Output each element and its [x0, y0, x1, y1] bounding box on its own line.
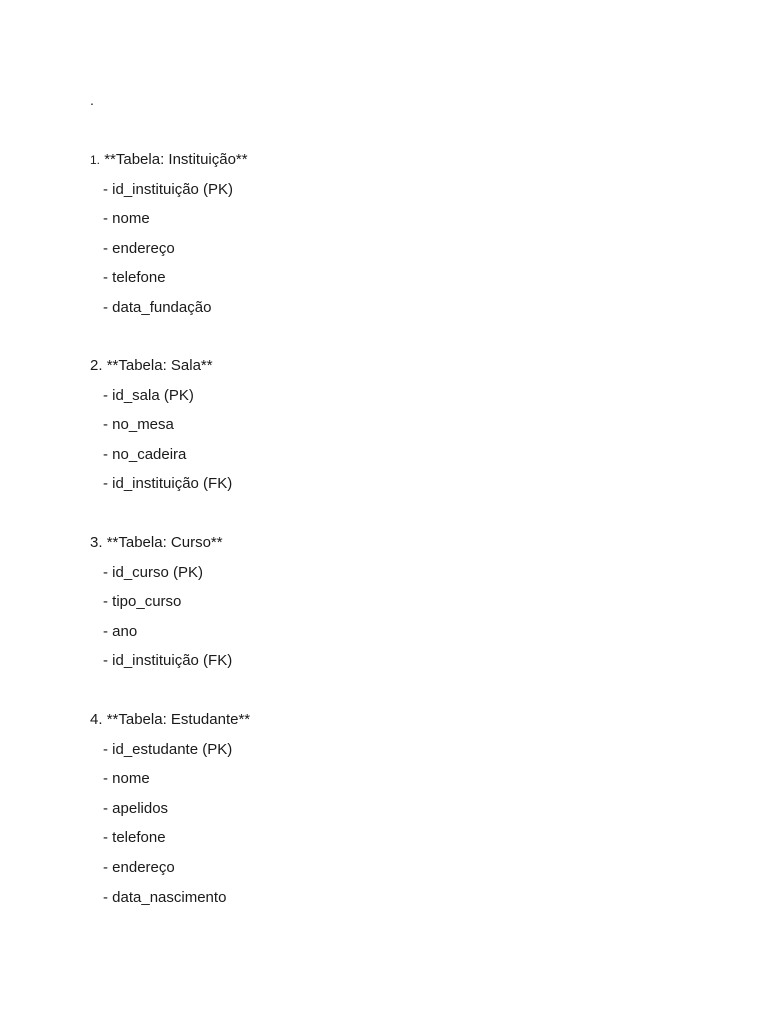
- field-item: - no_mesa: [103, 416, 174, 434]
- field-list: [90, 180, 248, 318]
- field-list: [90, 740, 250, 908]
- field-item: - telefone: [103, 269, 166, 287]
- leading-dot: .: [90, 92, 94, 108]
- section-number: 2.: [90, 357, 103, 374]
- section-estudante: [90, 710, 250, 908]
- field-item: - id_sala (PK): [103, 386, 194, 404]
- field-item: - tipo_curso: [103, 593, 182, 611]
- field-item: - telefone: [103, 829, 166, 847]
- section-title: **Tabela: Sala**: [106, 357, 213, 374]
- field-item: - endereço: [103, 858, 175, 876]
- field-item: - nome: [103, 210, 150, 228]
- field-item: - id_instituição (FK): [103, 652, 233, 670]
- field-item: - apelidos: [103, 799, 169, 817]
- field-list: [90, 386, 232, 495]
- section-curso: [90, 533, 232, 671]
- section-title: **Tabela: Estudante**: [106, 711, 251, 728]
- section-heading: [90, 533, 232, 553]
- section-title: **Tabela: Curso**: [106, 534, 223, 551]
- field-item: - id_estudante (PK): [103, 740, 233, 758]
- field-item: - no_cadeira: [103, 445, 187, 463]
- field-item: - data_fundação: [103, 298, 212, 316]
- section-instituicao: [90, 150, 248, 318]
- field-list: [90, 563, 232, 672]
- field-item: - nome: [103, 770, 150, 788]
- field-item: - id_instituição (FK): [103, 475, 233, 493]
- section-heading: [90, 150, 248, 170]
- section-title: **Tabela: Instituição**: [104, 151, 248, 168]
- field-item: - endereço: [103, 239, 175, 257]
- section-number: 1.: [90, 153, 101, 167]
- field-item: - id_instituição (PK): [103, 180, 234, 198]
- field-item: - data_nascimento: [103, 888, 227, 906]
- section-heading: [90, 356, 232, 376]
- section-number: 3.: [90, 534, 103, 551]
- field-item: - id_curso (PK): [103, 563, 204, 581]
- section-heading: [90, 710, 250, 730]
- section-number: 4.: [90, 711, 103, 728]
- field-item: - ano: [103, 622, 138, 640]
- section-sala: [90, 356, 232, 494]
